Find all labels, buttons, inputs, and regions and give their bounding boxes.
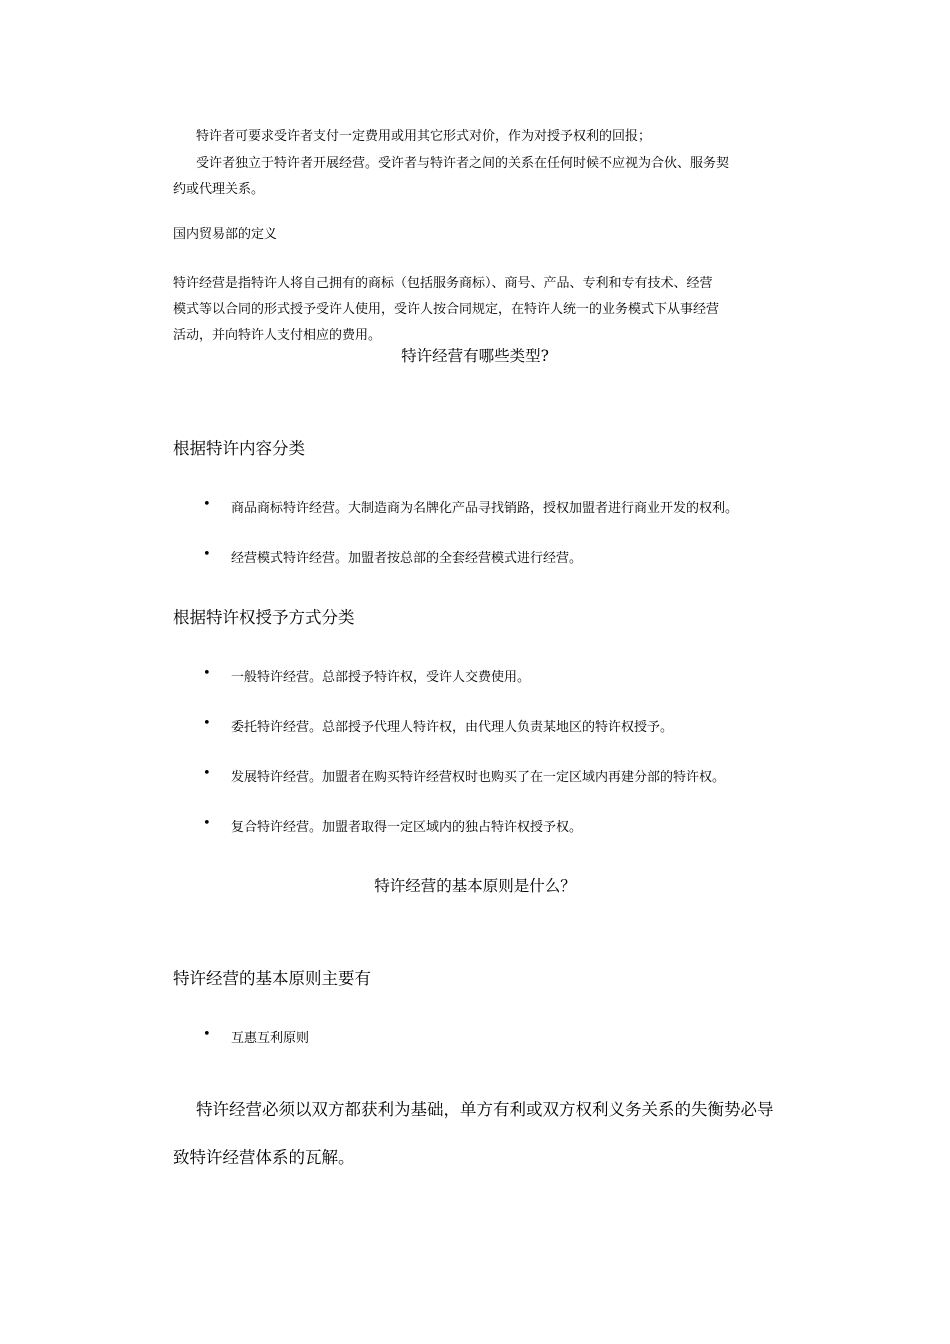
mofcom-heading: 国内贸易部的定义: [173, 227, 278, 242]
intro-line-1: 特许者可要求受许者支付一定费用或用其它形式对价，作为对授予权利的回报；: [196, 129, 652, 144]
list-item: 一般特许经营。总部授予特许权，受许人交费使用。: [231, 670, 531, 685]
principles-para-line-2: 致特许经营体系的瓦解。: [173, 1148, 355, 1167]
intro-line-3: 约或代理关系。: [173, 182, 265, 197]
mofcom-line-3: 活动，并向特许人支付相应的费用。: [173, 328, 382, 343]
types-title: 特许经营有哪些类型?: [401, 347, 549, 365]
bullet-icon: •: [203, 1027, 211, 1042]
list-item: 复合特许经营。加盟者取得一定区域内的独占特许权授予权。: [231, 820, 583, 835]
list-item: 经营模式特许经营。加盟者按总部的全套经营模式进行经营。: [231, 551, 583, 566]
principles-para-line-1: 特许经营必须以双方都获利为基础，单方有利或双方权利义务关系的失衡势必导: [196, 1100, 774, 1119]
list-item: 委托特许经营。总部授予代理人特许权，由代理人负责某地区的特许权授予。: [231, 720, 674, 735]
by-grant-heading: 根据特许权授予方式分类: [173, 608, 355, 627]
bullet-icon: •: [203, 547, 211, 562]
bullet-icon: •: [203, 497, 211, 512]
mofcom-line-1: 特许经营是指特许人将自己拥有的商标（包括服务商标）、商号、产品、专利和专有技术、经营: [173, 276, 713, 291]
list-item: 商品商标特许经营。大制造商为名牌化产品寻找销路，授权加盟者进行商业开发的权利。: [231, 501, 739, 516]
mofcom-line-2: 模式等以合同的形式授予受许人使用，受许人按合同规定，在特许人统一的业务模式下从事经营: [173, 302, 720, 317]
bullet-icon: •: [203, 716, 211, 731]
list-item: 互惠互利原则: [231, 1031, 310, 1046]
principles-title: 特许经营的基本原则是什么？: [374, 877, 576, 895]
bullet-icon: •: [203, 816, 211, 831]
intro-line-2: 受许者独立于特许者开展经营。受许者与特许者之间的关系在任何时候不应视为合伙、服务契: [196, 156, 730, 171]
bullet-icon: •: [203, 766, 211, 781]
bullet-icon: •: [203, 666, 211, 681]
list-item: 发展特许经营。加盟者在购买特许经营权时也购买了在一定区域内再建分部的特许权。: [231, 770, 726, 785]
by-content-heading: 根据特许内容分类: [173, 439, 305, 458]
principles-heading: 特许经营的基本原则主要有: [173, 969, 371, 988]
